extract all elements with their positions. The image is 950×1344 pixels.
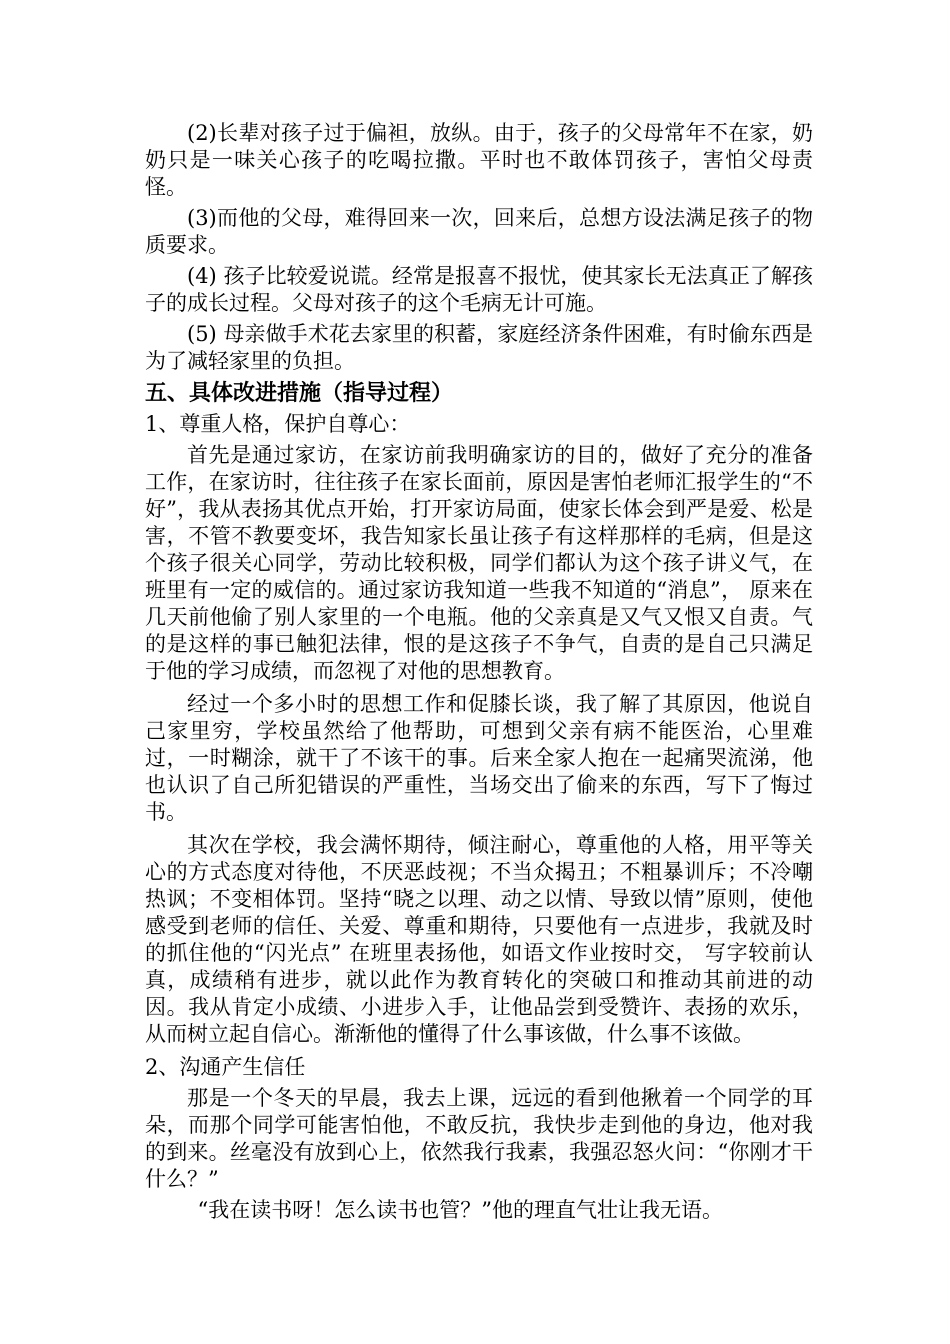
- section-heading: 五、具体改进措施（指导过程）: [145, 381, 454, 406]
- subheading-communication: 2、沟通产生信任: [145, 1055, 306, 1079]
- paragraph-heart-to-heart: 经过一个多小时的思想工作和促膝长谈，我了解了其原因，他说自己家里穷，学校虽然给了他帮助，可想到父亲有病不能医治，心里难过，一时糊涂，就干了不该干的事。后来全家人抱在一起痛哭流涕，他也认识了自己所犯错误的严重性，当场交出了偷来的东西，写下了悔过书。: [145, 692, 813, 824]
- paragraph-item-3: (3)而他的父母，难得回来一次，回来后，总想方设法满足孩子的物质要求。: [145, 206, 813, 257]
- document-page: [145, 120, 813, 1224]
- paragraph-winter-morning: 那是一个冬天的早晨，我去上课，远远的看到他揪着一个同学的耳朵，而那个同学可能害怕他，不敢反抗，我快步走到他的身边，他对我的到来。丝毫没有放到心上，依然我行我素，我强忍怒火问：“你刚才干什么？”: [145, 1086, 813, 1191]
- paragraph-at-school: 其次在学校，我会满怀期待，倾注耐心，尊重他的人格，用平等关心的方式态度对待他，不厌恶歧视；不当众揭丑；不粗暴训斥；不冷嘲热讽；不变相体罚。坚持“晓之以理、动之以情、导致以情”原则，使他感受到老师的信任、关爱、尊重和期待，只要他有一点进步，我就及时的抓住他的“闪光点” 在班里表扬他，如语文作业按时交， 写字较前认真，成绩稍有进步，就以此作为教育转化的突破口和推动其前进的动因。我从肯定小成绩、小进步入手，让他品尝到受赞许、表扬的欢乐，从而树立起自信心。渐渐他的懂得了什么事该做，什么事不该做。: [145, 833, 813, 1046]
- paragraph-home-visit: 首先是通过家访，在家访前我明确家访的目的，做好了充分的准备工作，在家访时，往往孩子在家长面前，原因是害怕老师汇报学生的“不好”，我从表扬其优点开始，打开家访局面，使家长体会到严是爱、松是害，不管不教要变坏，我告知家长虽让孩子有这样那样的毛病，但是这个孩子很关心同学，劳动比较积极，同学们都认为这个孩子讲义气，在班里有一定的威信的。通过家访我知道一些我不知道的“消息”， 原来在几天前他偷了别人家里的一个电瓶。他的父亲真是又气又恨又自责。气的是这样的事已触犯法律，恨的是这孩子不争气，自责的是自己只满足于他的学习成绩，而忽视了对他的思想教育。: [145, 443, 813, 683]
- paragraph-quote: “我在读书呀！怎么读书也管？”他的理直气壮让我无语。: [197, 1198, 723, 1222]
- paragraph-item-4: (4) 孩子比较爱说谎。经常是报喜不报忧，使其家长无法真正了解孩子的成长过程。父母对孩子的这个毛病无计可施。: [145, 264, 813, 315]
- paragraph-item-5: (5) 母亲做手术花去家里的积蓄，家庭经济条件困难，有时偷东西是为了减轻家里的负担。: [145, 322, 813, 373]
- paragraph-item-2: (2)长辈对孩子过于偏袒，放纵。由于，孩子的父母常年不在家，奶奶只是一味关心孩子的吃喝拉撒。平时也不敢体罚孩子，害怕父母责怪。: [145, 121, 813, 199]
- subheading-respect: 1、尊重人格，保护自尊心：: [145, 412, 411, 436]
